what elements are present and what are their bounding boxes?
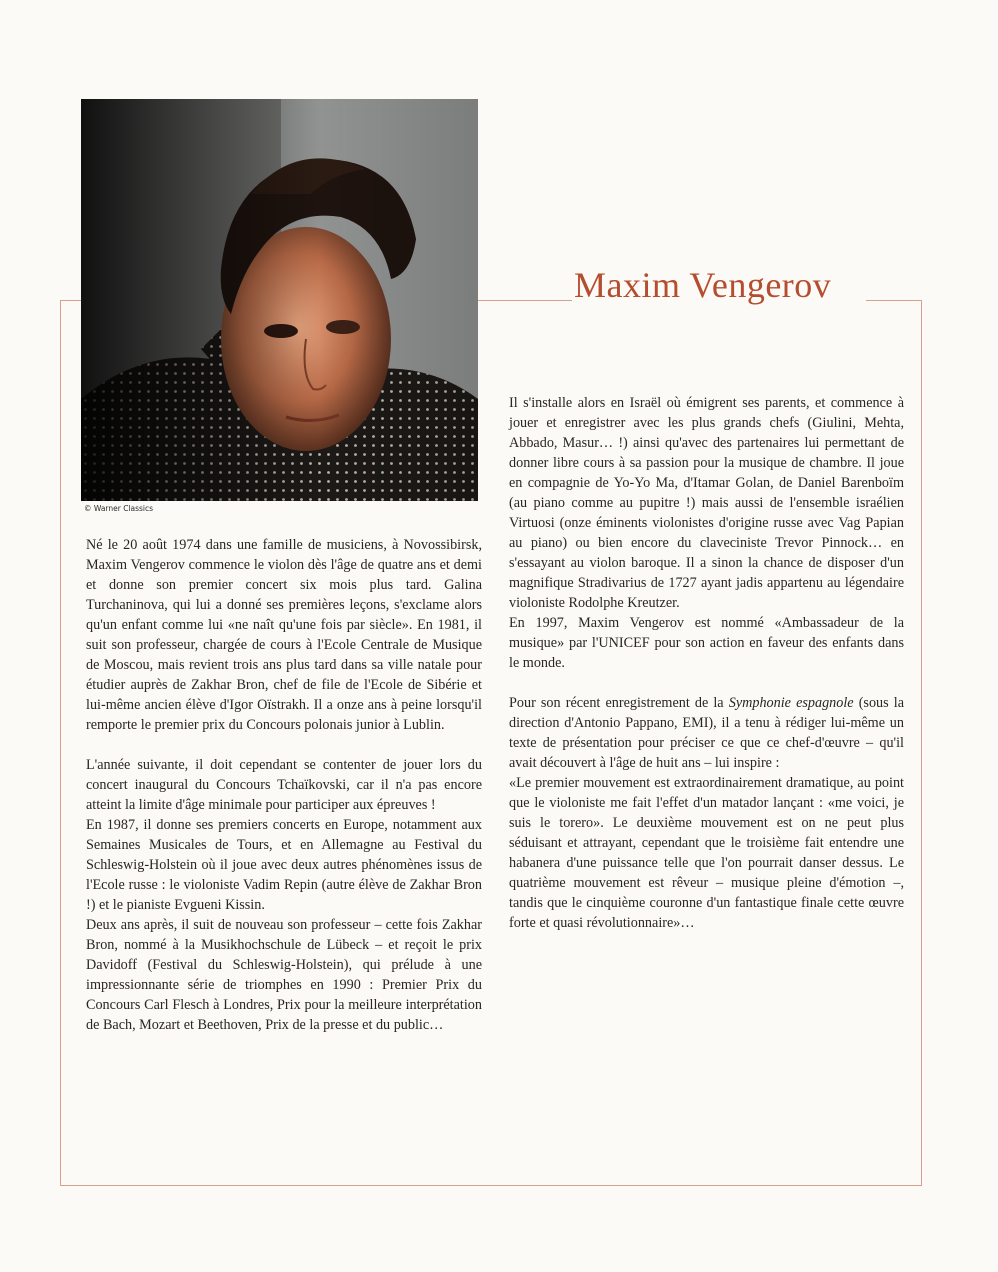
- paragraph: En 1987, il donne ses premiers concerts en Europe, notamment aux Semaines Musicales de Tours, et en Allemagne au Festival du Schleswig-Holstein où il joue avec deux autres phénomènes issus de l'Ecole russe : le violoniste Vadim Repin (autre élève de Zakhar Bron !) et le pianiste Evgueni Kissin.: [86, 817, 482, 913]
- paragraph: L'année suivante, il doit cependant se contenter de jouer lors du concert inaugural du Concours Tchaïkovski, car il n'a pas encore atteint la limite d'âge minimale pour participer aux épreuves !: [86, 757, 482, 813]
- photo-credit: © Warner Classics: [84, 504, 154, 513]
- paragraph: En 1997, Maxim Vengerov est nommé «Ambassadeur de la musique» par l'UNICEF pour son action en faveur des enfants dans le monde.: [509, 615, 904, 671]
- page-title: Maxim Vengerov: [572, 264, 866, 306]
- paragraph: Né le 20 août 1974 dans une famille de musiciens, à Novossibirsk, Maxim Vengerov commence le violon dès l'âge de quatre ans et demi et donne son premier concert six mois plus tard. Galina Turchaninova, qui lui a donné ses premières leçons, s'exclame alors qu'un enfant comme lui «ne naît qu'une fois par siècle». En 1981, il suit son professeur, chargée de cours à l'Ecole Centrale de Musique de Moscou, mais revient trois ans plus tard dans sa ville natale pour étudier auprès de Zakhar Bron, chef de file de l'Ecole de Sibérie et lui-même ancien élève d'Igor Oïstrakh. Il a onze ans à peine lorsqu'il remporte le premier prix du Concours polonais junior à Lublin.: [86, 537, 482, 733]
- portrait-illustration: [81, 99, 478, 501]
- portrait-photo: [81, 99, 478, 501]
- work-title: Symphonie espagnole: [728, 695, 854, 711]
- left-column: [86, 535, 482, 1035]
- text-run: Pour son récent enregistrement de la: [509, 695, 729, 711]
- quote: «Le premier mouvement est extraordinairement dramatique, au point que le violoniste me fait l'effet d'un matador lançant : «me voici, je suis le torero». Le deuxième mouvement est on ne peut plus séduisant et attrayant, cependant que le troisième fait entendre une habanera d'une puissance telle que l'on pourrait danser dessus. Le quatrième mouvement est rêveur – musique pleine d'émotion –, tandis que le cinquième couronne d'un fantastique finale cette œuvre forte et quasi révolutionnaire»…: [509, 775, 904, 931]
- text-run: (sous la direction d'Antonio Pappano, EMI), il a tenu à rédiger lui-même un texte de présentation pour préciser ce que ce chef-d'œuvre – qu'il avait découvert à l'âge de huit ans – lui inspire :: [509, 695, 905, 771]
- paragraph: Il s'installe alors en Israël où émigrent ses parents, et commence à jouer et enregistrer avec les plus grands chefs (Giulini, Mehta, Abbado, Masur… !) ainsi qu'avec des partenaires lui permettant de donner libre cours à sa passion pour la musique de chambre. Il joue en compagnie de Yo-Yo Ma, d'Itamar Golan, de Daniel Barenboïm (au piano comme au pupitre !) mais aussi de l'ensemble israélien Virtuosi (onze éminents violonistes d'origine russe avec Vag Papian au piano) ou bien encore du claveciniste Trevor Pinnock… en s'essayant au violon baroque. Il a sinon la chance de disposer d'un magnifique Stradivarius de 1727 ayant jadis appartenu au légendaire violoniste Rodolphe Kreutzer.: [509, 395, 904, 611]
- paragraph: [509, 693, 904, 773]
- paragraph: Deux ans après, il suit de nouveau son professeur – cette fois Zakhar Bron, nommé à la Musikhochschule de Lübeck – et reçoit le prix Davidoff (Festival du Schleswig-Holstein), qui prélude à une impressionnante série de triomphes en 1990 : Premier Prix du Concours Carl Flesch à Londres, Prix pour la meilleure interprétation de Bach, Mozart et Beethoven, Prix de la presse et du public…: [86, 917, 482, 1033]
- right-column: [509, 393, 904, 933]
